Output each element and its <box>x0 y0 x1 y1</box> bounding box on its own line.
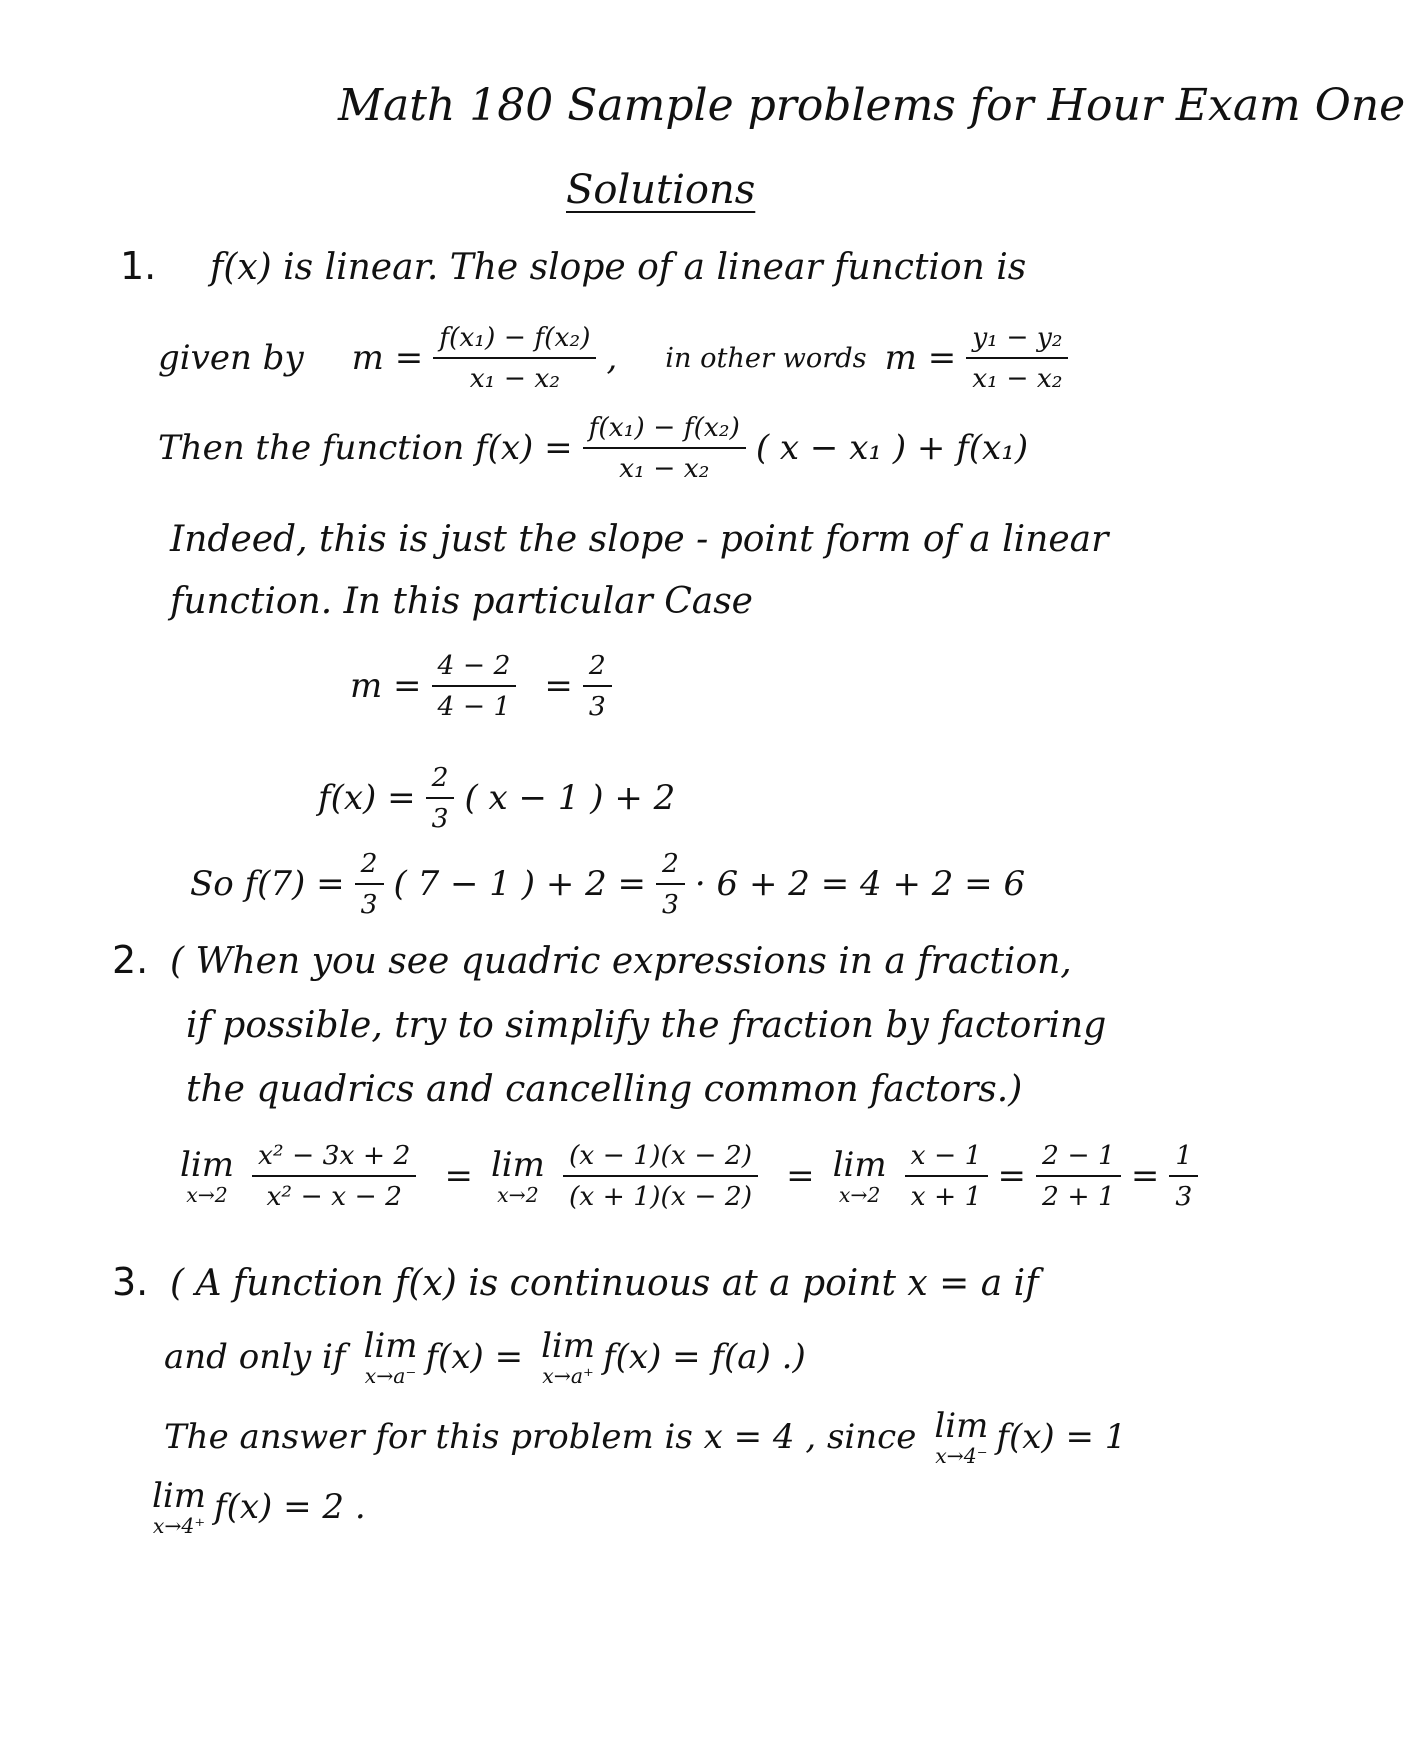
slope-formula-row <box>158 322 1078 394</box>
limit-left <box>363 1326 417 1388</box>
point-slope-denominator: x₁ − x₂ <box>619 453 710 484</box>
slope-calc-equals: = <box>544 666 573 706</box>
point-slope-tail: ( x − x₁ ) + f(x₁) <box>755 428 1029 468</box>
point-slope-row <box>158 412 1028 484</box>
limit-numerator-4: 2 − 1 <box>1036 1140 1121 1177</box>
fx-equals: f(x) = <box>425 1337 524 1377</box>
limit-numerator-5: 1 <box>1169 1140 1198 1177</box>
fx-numerator: 2 <box>426 762 455 799</box>
eval-denominator-2: 3 <box>662 889 679 920</box>
slope-result-fraction <box>583 650 612 722</box>
slope-calc-row <box>350 650 622 722</box>
fx-denominator: 3 <box>431 803 449 834</box>
limit-denominator-4: 2 + 1 <box>1042 1181 1115 1212</box>
slope-y-numerator: y₁ − y₂ <box>966 322 1068 359</box>
page-subtitle: Solutions <box>566 167 756 213</box>
lim-word: lim <box>541 1326 596 1366</box>
and-only-if-text: and only if <box>164 1337 346 1377</box>
eval-numerator-1: 2 <box>355 848 384 885</box>
limit-right <box>541 1326 595 1388</box>
limit-fraction-4 <box>1036 1140 1121 1212</box>
problem-number-3: 3. <box>112 1260 149 1304</box>
lim-word: lim <box>180 1145 234 1185</box>
eval-denominator-1: 3 <box>360 889 378 920</box>
eval-middle: ( 7 − 1 ) + 2 = <box>393 864 647 904</box>
lim-subscript: x→2 <box>497 1183 539 1207</box>
point-slope-fraction <box>583 412 746 484</box>
slope-numerator: f(x₁) − f(x₂) <box>433 322 596 359</box>
limit-fraction-3 <box>905 1140 988 1212</box>
particular-case-line: function. In this particular Case <box>170 581 753 622</box>
eval-tail: · 6 + 2 = 4 + 2 = 6 <box>694 864 1026 904</box>
problem1-line1: f(x) is linear. The slope of a linear function is <box>210 247 1027 288</box>
limit-equals-4: = <box>1130 1156 1160 1196</box>
lim-word: lim <box>934 1406 989 1446</box>
slope-y-denominator: x₁ − x₂ <box>972 363 1063 394</box>
indeed-line: Indeed, this is just the slope - point form of a linear <box>170 519 1109 560</box>
continuity-definition-row <box>164 1326 806 1388</box>
lim-subscript-a-minus: x→a⁻ <box>364 1364 417 1388</box>
limit-equals-1: = <box>444 1156 473 1196</box>
problem2-line3: the quadrics and cancelling common factors.) <box>186 1069 1023 1110</box>
limit-denominator-5: 3 <box>1175 1181 1193 1212</box>
lim-word: lim <box>363 1326 418 1366</box>
slope-denominator: x₁ − x₂ <box>469 363 560 394</box>
problem2-line2: if possible, try to simplify the fraction by factoring <box>186 1005 1107 1046</box>
limit-denominator-3: x + 1 <box>910 1181 982 1212</box>
lim-subscript-a-plus: x→a⁺ <box>542 1364 594 1388</box>
so-lhs: So f(7) = <box>190 864 345 904</box>
limit-fraction-5 <box>1169 1140 1198 1212</box>
eval-numerator-2: 2 <box>656 848 685 885</box>
lim-word: lim <box>832 1145 887 1185</box>
m-equals-2: m = <box>884 338 957 378</box>
in-other-words-text: in other words <box>665 342 867 374</box>
slope-result-numerator: 2 <box>583 650 612 687</box>
problem-number-1: 1. <box>120 244 157 288</box>
limit-row <box>180 1140 1208 1212</box>
answer-row <box>164 1406 1126 1468</box>
limit-numerator-3: x − 1 <box>905 1140 988 1177</box>
eval-fraction-1 <box>355 848 384 920</box>
comma: , <box>606 338 618 378</box>
fx-fraction <box>426 762 455 834</box>
limit-operator-3 <box>833 1145 887 1207</box>
limit-numerator-1: x² − 3x + 2 <box>252 1140 416 1177</box>
fx-lhs: f(x) = <box>318 778 416 818</box>
limit-equals-2: = <box>786 1156 815 1196</box>
limit-denominator-1: x² − x − 2 <box>266 1181 402 1212</box>
slope-result-denominator: 3 <box>588 691 606 722</box>
limit-operator-2 <box>491 1145 545 1207</box>
page-title: Math 180 Sample problems for Hour Exam One <box>338 80 1405 131</box>
limit-fraction-1 <box>252 1140 416 1212</box>
lim-subscript: x→2 <box>838 1183 881 1207</box>
limit-4-right <box>152 1476 206 1538</box>
then-text: Then the function f(x) = <box>158 428 573 468</box>
fx-equals-2: f(x) = 2 . <box>214 1487 366 1527</box>
slope-fraction-y <box>966 322 1068 394</box>
problem-number-2: 2. <box>112 938 149 982</box>
fx-tail: ( x − 1 ) + 2 <box>464 778 676 818</box>
m-equals: m = <box>351 338 424 378</box>
answer-text: The answer for this problem is x = 4 , since <box>164 1417 917 1457</box>
fx-equals-1: f(x) = 1 <box>996 1417 1127 1457</box>
function-row <box>318 762 675 834</box>
limit-numerator-2: (x − 1)(x − 2) <box>563 1140 758 1177</box>
slope-calc-denominator: 4 − 1 <box>437 691 511 722</box>
lim-subscript-4-plus: x→4⁺ <box>152 1514 206 1538</box>
slope-calc-fraction <box>432 650 517 722</box>
lim-subscript-4-minus: x→4⁻ <box>935 1444 988 1468</box>
limit-fraction-2 <box>563 1140 758 1212</box>
problem2-line1: ( When you see quadric expressions in a fraction, <box>170 941 1072 982</box>
limit-denominator-2: (x + 1)(x − 2) <box>568 1181 753 1212</box>
eval-fraction-2 <box>656 848 685 920</box>
limit-equals-3: = <box>997 1156 1027 1196</box>
answer-row-2 <box>152 1476 366 1538</box>
lim-subscript: x→2 <box>186 1183 228 1207</box>
m-calc-lhs: m = <box>350 666 422 706</box>
given-by-text: given by <box>158 338 304 378</box>
limit-4-left <box>934 1406 988 1468</box>
limit-operator-1 <box>180 1145 234 1207</box>
slope-fraction <box>433 322 596 394</box>
fx-equals-fa: f(x) = f(a) .) <box>603 1337 806 1377</box>
lim-word: lim <box>490 1145 545 1185</box>
problem3-line1: ( A function f(x) is continuous at a point x = a if <box>170 1263 1039 1304</box>
lim-word: lim <box>152 1476 206 1516</box>
evaluation-row <box>190 848 1025 920</box>
point-slope-numerator: f(x₁) − f(x₂) <box>583 412 746 449</box>
slope-calc-numerator: 4 − 2 <box>432 650 517 687</box>
